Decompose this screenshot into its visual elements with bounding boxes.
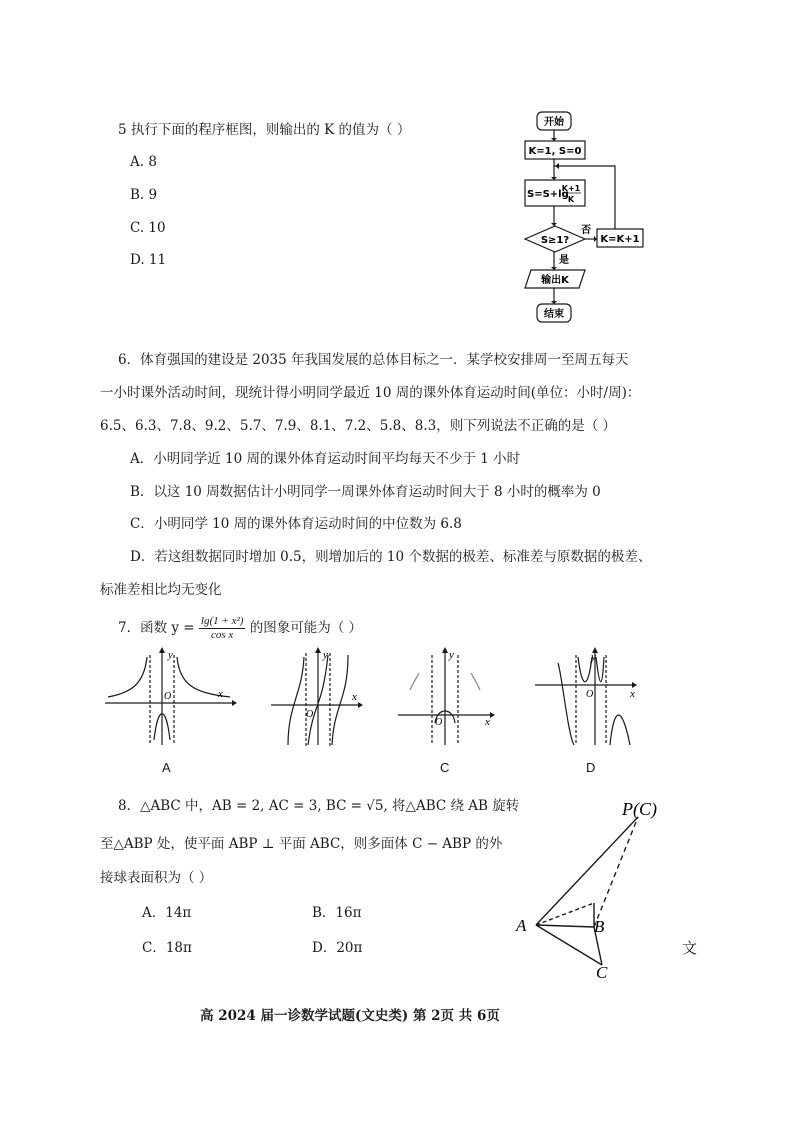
q8-label-b: B	[594, 917, 605, 936]
fc-no: 否	[581, 225, 591, 236]
q5-stem: 5 执行下面的程序框图，则输出的 K 的值为（ ）	[118, 122, 411, 138]
q7a-x-label: x	[218, 688, 223, 700]
q7d-origin: O	[586, 689, 594, 700]
q7d-x-label: x	[630, 688, 635, 700]
q8-line1: 8．△ABC 中，AB = 2, AC = 3, BC = √5, 将△ABC 绕 AB 旋转	[118, 798, 520, 814]
q8-option-c: C．18π	[142, 940, 192, 956]
q6-line3: 6.5、6.3、7.8、9.2、5.7、7.9、8.1、7.2、5.8、8.3，则下列说法不正确的是（ ）	[100, 418, 616, 434]
q8-label-p: P(C)	[622, 799, 657, 819]
fc-start: 开始	[544, 117, 564, 128]
q5-option-c: C. 10	[130, 220, 166, 236]
q6-option-d-line2: 标准差相比均无变化	[100, 582, 222, 598]
q5-option-d: D. 11	[130, 252, 167, 268]
q6-option-d-line1: D．若这组数据同时增加 0.5，则增加后的 10 个数据的极差、标准差与原数据的极差、	[130, 549, 652, 565]
q7b-x-label: x	[352, 691, 357, 703]
fc-end: 结束	[544, 309, 564, 320]
q7-graph-c	[395, 645, 505, 750]
q7-graph-a	[100, 645, 240, 750]
q8-line2: 至△ABP 处，使平面 ABP ⊥ 平面 ABC，则多面体 C − ABP 的外	[100, 836, 503, 852]
q7b-y-label: y	[323, 649, 328, 661]
q7-fraction	[199, 615, 246, 642]
fc-update-prefix: S=S+lg	[527, 189, 569, 200]
q7-numerator: lg(1 + x²)	[200, 615, 244, 627]
q6-option-b: B．以这 10 周数据估计小明同学一周课外体育运动时间大于 8 小时的概率为 0	[130, 484, 601, 500]
q7-graph-d	[530, 645, 645, 750]
q5-flowchart	[515, 108, 655, 328]
q5-option-a: A. 8	[130, 154, 157, 170]
q8-option-d: D．20π	[312, 940, 363, 956]
q6-option-c: C．小明同学 10 周的课外体育运动时间的中位数为 6.8	[130, 516, 462, 532]
q8-option-a: A．14π	[142, 905, 192, 921]
q8-label-c: C	[596, 963, 608, 982]
q6-line1: 6．体育强国的建设是 2035 年我国发展的总体目标之一．某学校安排周一至周五每天	[118, 352, 629, 368]
fc-update-num: K+1	[561, 184, 581, 193]
q7c-x-label: x	[485, 716, 490, 728]
q7-graph-b	[268, 645, 368, 750]
fc-cond: S≥1?	[540, 235, 570, 246]
q8-label-a: A	[516, 916, 527, 935]
q7-suffix: 的图象可能为（ ）	[249, 620, 363, 636]
fc-output: 输出K	[541, 275, 569, 286]
q6-option-a: A．小明同学近 10 周的课外体育运动时间平均每天不少于 1 小时	[130, 451, 521, 467]
q7-stem	[118, 612, 362, 644]
q8-figure	[510, 795, 670, 985]
fc-init: K=1, S=0	[528, 146, 582, 157]
page-footer: 高 2024 届一诊数学试题(文史类) 第 2页 共 6页	[200, 1008, 500, 1024]
q6-line2: 一小时课外活动时间，现统计得小明同学最近 10 周的课外体育运动时间(单位：小时/周)：	[100, 385, 641, 401]
q8-line3: 接球表面积为（ ）	[100, 870, 213, 886]
q7-label-c: C	[440, 760, 450, 775]
q7a-origin: O	[164, 691, 172, 702]
q7c-y-label: y	[449, 649, 454, 661]
fc-yes: 是	[559, 255, 569, 266]
q7a-y-label: y	[168, 649, 173, 661]
margin-mark: 文	[682, 939, 698, 957]
q5-option-b: B. 9	[130, 187, 158, 203]
q7-denominator: cos x	[211, 629, 234, 641]
q7c-origin: O	[435, 717, 443, 728]
q8-option-b: B．16π	[312, 905, 362, 921]
q7-label-a: A	[162, 760, 171, 775]
q7-label-d: D	[586, 760, 596, 775]
fc-loop: K=K+1	[600, 234, 640, 245]
q7b-origin: O	[306, 709, 314, 720]
q7-prefix: 7．函数 y =	[118, 620, 195, 636]
fc-update-den: K	[567, 195, 575, 204]
q7d-y-label: y	[591, 651, 596, 663]
